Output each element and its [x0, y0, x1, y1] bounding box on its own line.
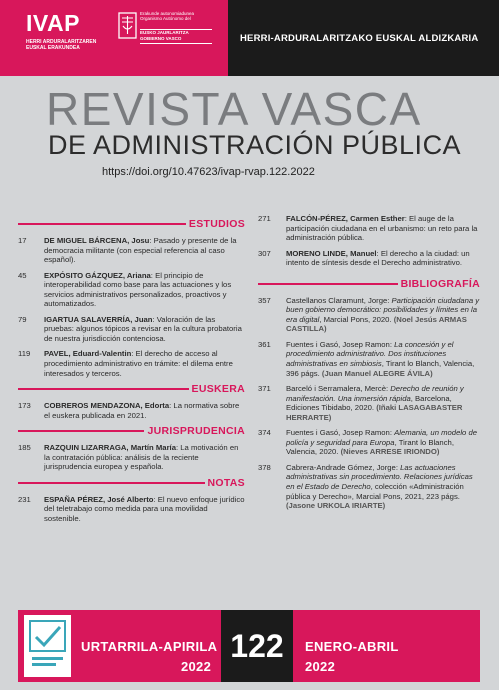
- section-notas: [18, 477, 245, 524]
- section-title: ESTUDIOS: [188, 218, 245, 230]
- entry-author: MORENO LINDE, Manuel: [286, 248, 377, 258]
- entry-author: Barceló i Serramalera, Mercè:: [286, 384, 391, 394]
- entry-title: : El derecho a la ciudad: un intento de síntesis desde el Derecho administrativo.: [286, 248, 470, 268]
- quality-seal-icon: [24, 615, 71, 677]
- entry-author: Castellanos Claramunt, Jorge:: [286, 295, 392, 305]
- section-jurisprudencia: [18, 425, 245, 472]
- entry-title: : La motivación en la contratación pública: análisis de la reciente jurisprudencia europea y española.: [44, 443, 239, 472]
- entry-title: : La normativa sobre el euskera publicada en 2021.: [44, 401, 240, 420]
- section-rule: [258, 283, 398, 285]
- entry-author: FALCÓN-PÉREZ, Carmen Esther: [286, 214, 405, 223]
- section-title: BIBLIOGRAFÍA: [400, 277, 480, 290]
- entry-author: PAVEL, Eduard-Valentin: [44, 349, 132, 359]
- section-bibliografia: [258, 278, 480, 511]
- section-rule: [18, 388, 189, 390]
- ivap-subtitle-1: HERRI ARDURALARITZAREN: [26, 39, 97, 45]
- page-number: 271: [258, 214, 271, 223]
- page-number: 361: [258, 339, 271, 349]
- toc-entry[interactable]: [18, 401, 245, 420]
- bibliography-entry[interactable]: [258, 428, 480, 457]
- section-estudios: [18, 218, 245, 378]
- period-basque: URTARRILA-APIRILA: [81, 639, 218, 654]
- header-ivap-block: [0, 0, 228, 76]
- department-name: HERRI-ARDURALARITZAKO EUSKAL ALDIZKARIA: [240, 33, 479, 44]
- page-number: 17: [18, 236, 27, 245]
- bibliography-entry[interactable]: [258, 340, 480, 378]
- section-rule: [18, 223, 186, 225]
- entry-title: : El principio de interoperabilidad como base para las actuaciones y los servicios administrativos personalizados, proactivos y automatizados.: [44, 270, 232, 309]
- issue-number: 122: [221, 610, 293, 682]
- section-euskera: [18, 383, 245, 420]
- gv-line-2: Organismo Autónomo del: [140, 16, 191, 21]
- section-rule: [18, 482, 205, 484]
- gv-line-4: EUSKO JAURLARITZA: [140, 30, 189, 35]
- page-number: 45: [18, 270, 27, 280]
- toc-entry[interactable]: [18, 495, 245, 524]
- year-basque: 2022: [181, 659, 212, 674]
- period-spanish: ENERO-ABRIL: [305, 639, 399, 654]
- entry-title: : El nuevo enfoque jurídico del teletrabajo como medida para una movilidad sostenible.: [44, 494, 245, 523]
- section-title: EUSKERA: [191, 383, 245, 396]
- bibliography-entry[interactable]: [258, 384, 480, 422]
- page-number: 378: [258, 462, 271, 472]
- gobierno-vasco-seal-icon: [118, 12, 137, 39]
- entry-reviewer: (Juan Manuel ALEGRE ÁVILA): [321, 368, 433, 378]
- entry-book-title: Las actuaciones administrativas sin procedimiento. Relaciones jurídicas en el Estado de Derecho: [286, 462, 473, 492]
- doi-link[interactable]: https://doi.org/10.47623/ivap-rvap.122.2022: [102, 166, 315, 178]
- section-notas-continued: [258, 214, 480, 268]
- entry-publisher: , Tirant lo Blanch, Valencia, 2020.: [286, 437, 454, 457]
- toc-entry[interactable]: [18, 315, 245, 344]
- entry-author: Fuentes i Gasó, Josep Ramon:: [286, 428, 395, 438]
- entry-publisher: , Barcelona, Ediciones Tibidabo, 2020.: [286, 393, 452, 413]
- page-number: 119: [18, 349, 31, 359]
- entry-title: : Valoración de las pruebas: algunos tópicos a revisar en la cultura probatoria de nuestra jurisdicción contenciosa.: [44, 314, 242, 343]
- gv-divider: [140, 43, 212, 44]
- year-spanish: 2022: [305, 659, 336, 674]
- toc-entry[interactable]: [18, 443, 245, 472]
- toc-entry[interactable]: [258, 249, 480, 268]
- entry-author: DE MIGUEL BÁRCENA, Josu: [44, 236, 150, 245]
- section-title: JURISPRUDENCIA: [147, 425, 245, 438]
- gv-line-1: Erakunde autonomiadunea: [140, 11, 195, 16]
- entry-author: IGARTUA SALAVERRÍA, Juan: [44, 314, 153, 324]
- entry-reviewer: (Iñaki LASAGABASTER HERRARTE): [286, 403, 463, 422]
- entry-author: ESPAÑA PÉREZ, José Alberto: [44, 494, 154, 504]
- entry-publisher: , Tirant lo Blanch, Valencia, 396 págs.: [286, 359, 475, 378]
- page-number: 185: [18, 443, 31, 453]
- section-title: NOTAS: [207, 476, 245, 489]
- ivap-logo: IVAP: [26, 10, 80, 36]
- toc-entry[interactable]: [258, 214, 480, 243]
- entry-book-title: La concesión y el procedimiento administrativo. Dos instituciones administrativas en simbiosis: [286, 339, 454, 369]
- gv-line-5: GOBIERNO VASCO: [140, 36, 182, 41]
- entry-book-title: Alemania, un modelo de policía y seguridad para Europa: [286, 428, 478, 447]
- contents-left-column: [18, 218, 245, 528]
- page-number: 79: [18, 314, 27, 324]
- entry-publisher: , colección «Administración pública y Derecho», Marcial Pons, 2021, 223 págs.: [286, 482, 464, 501]
- entry-reviewer: (Jasone URKOLA IRIARTE): [286, 501, 386, 511]
- journal-title-line-2: DE ADMINISTRACIÓN PÚBLICA: [48, 130, 462, 160]
- entry-author: Fuentes i Gasó, Josep Ramon:: [286, 339, 395, 349]
- footer-band: [18, 610, 480, 682]
- entry-reviewer: (Nieves ARRESE IRIONDO): [340, 447, 440, 457]
- entry-reviewer: (Noel Jesús ARMAS CASTILLA): [286, 314, 467, 334]
- page-number: 357: [258, 295, 271, 305]
- page-number: 173: [18, 401, 31, 411]
- entry-title: : El auge de la participación ciudadana en el urbanismo: un reto para la administración pública.: [286, 214, 478, 243]
- entry-author: RAZQUIN LIZARRAGA, Martín María: [44, 443, 176, 453]
- entry-author: EXPÓSITO GÁZQUEZ, Ariana: [44, 270, 151, 280]
- entry-author: COBREROS MENDAZONA, Edorta: [44, 401, 170, 411]
- contents-right-column: [258, 214, 480, 516]
- entry-title: : Pasado y presente de la democracia militante (con especial referencia al caso español).: [44, 236, 237, 265]
- section-rule: [18, 430, 144, 432]
- bibliography-entry[interactable]: [258, 463, 480, 511]
- ivap-subtitle-2: EUSKAL ERAKUNDEA: [26, 45, 80, 51]
- page-number: 371: [258, 384, 271, 394]
- entry-author: Cabrera-Andrade Gómez, Jorge:: [286, 462, 401, 472]
- entry-publisher: , Marcial Pons, 2020.: [319, 314, 394, 324]
- page-number: 374: [258, 428, 271, 438]
- quality-seal-logo: [24, 615, 71, 677]
- bibliography-entry[interactable]: [258, 296, 480, 334]
- entry-title: : El derecho de acceso al procedimiento administrativo en trámite: el dilema entre interesados y terceros.: [44, 349, 233, 378]
- entry-book-title: Derecho de reunión y manifestación. Una inmersión rápida: [286, 384, 464, 403]
- journal-title-line-1: REVISTA VASCA: [46, 83, 422, 135]
- page-number: 231: [18, 494, 31, 504]
- entry-book-title: Participación ciudadana y buen gobierno democrático: posibilidades y límites en la era digital: [286, 295, 480, 324]
- toc-entry[interactable]: [18, 349, 245, 378]
- toc-entry[interactable]: [18, 236, 245, 265]
- page-number: 307: [258, 248, 271, 258]
- toc-entry[interactable]: [18, 271, 245, 309]
